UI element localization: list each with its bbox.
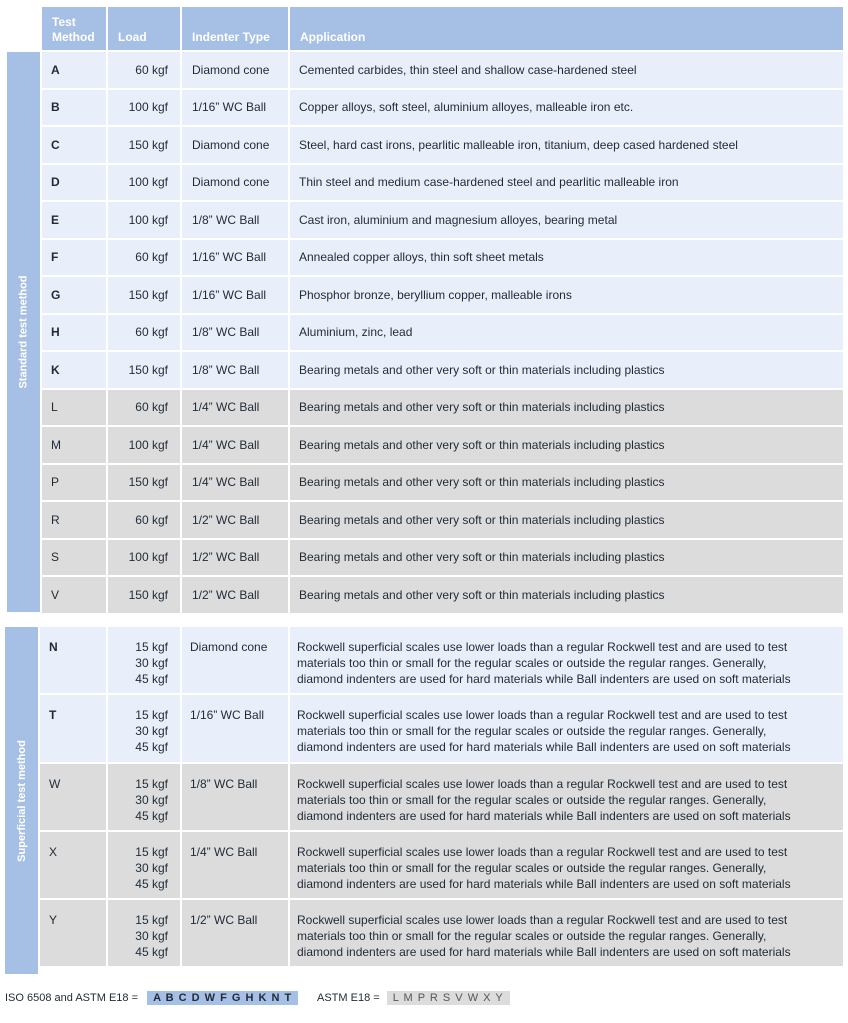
- superficial-cell-application: [290, 627, 843, 693]
- standard-cell-method: B: [42, 90, 106, 126]
- standard-cell-method: D: [42, 165, 106, 201]
- standard-cell-application: Phosphor bronze, beryllium copper, malleable irons: [290, 277, 843, 313]
- standard-cell-application: Thin steel and medium case-hardened steel and pearlitic malleable iron: [290, 165, 843, 201]
- standard-cell-method: K: [42, 352, 106, 388]
- superficial-load-line: 45 kgf: [135, 876, 168, 891]
- superficial-cell-load: [108, 627, 180, 693]
- standard-cell-method: C: [42, 127, 106, 163]
- superficial-cell-method: Y: [40, 900, 106, 966]
- standard-cell-load: 150 kgf: [108, 577, 180, 613]
- superficial-load-line: 45 kgf: [135, 672, 168, 686]
- superficial-application-line: Rockwell superficial scales use lower loads than a regular Rockwell test and are used to test: [297, 913, 788, 928]
- header-indenter-label: Indenter Type: [192, 30, 270, 44]
- superficial-cell-indenter: 1/2” WC Ball: [182, 900, 288, 966]
- superficial-cell-application: [290, 695, 843, 761]
- superficial-load-line: 30 kgf: [135, 792, 168, 807]
- superficial-load-line: 45 kgf: [135, 808, 168, 823]
- superficial-cell-load: [108, 900, 180, 966]
- superficial-cell-method: X: [40, 832, 106, 898]
- standard-cell-method: L: [42, 390, 106, 426]
- standard-cell-indenter: 1/16” WC Ball: [182, 277, 288, 313]
- standard-group-text: Standard test method: [17, 275, 30, 389]
- superficial-cell-indenter: 1/16” WC Ball: [182, 695, 288, 761]
- standard-cell-method: S: [42, 540, 106, 576]
- legend-iso-label: ISO 6508 and ASTM E18 =: [5, 992, 138, 1004]
- header-test-method: [42, 7, 106, 50]
- standard-cell-indenter: 1/8” WC Ball: [182, 315, 288, 351]
- standard-cell-indenter: 1/2” WC Ball: [182, 577, 288, 613]
- superficial-application-line: diamond indenters are used for hard materials while Ball indenters are used on soft materials: [297, 808, 791, 823]
- standard-cell-application: Steel, hard cast irons, pearlitic malleable iron, titanium, deep cased hardened steel: [290, 127, 843, 163]
- standard-cell-indenter: 1/2” WC Ball: [182, 502, 288, 538]
- standard-cell-indenter: Diamond cone: [182, 127, 288, 163]
- standard-cell-load: 60 kgf: [108, 52, 180, 88]
- standard-cell-load: 60 kgf: [108, 502, 180, 538]
- standard-cell-method: E: [42, 202, 106, 238]
- superficial-cell-application: [290, 764, 843, 830]
- standard-cell-indenter: 1/8” WC Ball: [182, 202, 288, 238]
- standard-cell-method: M: [42, 427, 106, 463]
- legend-iso: [5, 991, 298, 1005]
- standard-cell-indenter: 1/4” WC Ball: [182, 465, 288, 501]
- standard-cell-load: 100 kgf: [108, 427, 180, 463]
- standard-cell-load: 150 kgf: [108, 127, 180, 163]
- superficial-application-line: Rockwell superficial scales use lower loads than a regular Rockwell test and are used to test: [297, 708, 788, 723]
- standard-cell-load: 150 kgf: [108, 352, 180, 388]
- superficial-load-line: 15 kgf: [135, 844, 168, 859]
- standard-cell-application: Bearing metals and other very soft or thin materials including plastics: [290, 465, 843, 501]
- standard-cell-application: Bearing metals and other very soft or thin materials including plastics: [290, 352, 843, 388]
- superficial-load-line: 45 kgf: [135, 740, 168, 755]
- header-application: [290, 7, 843, 50]
- superficial-load-line: 30 kgf: [135, 656, 168, 670]
- superficial-load-line: 15 kgf: [135, 640, 168, 654]
- superficial-load-line: 30 kgf: [135, 929, 168, 944]
- standard-cell-method: R: [42, 502, 106, 538]
- superficial-cell-method: W: [40, 764, 106, 830]
- legend-astm-scales: L M P R S V W X Y: [387, 991, 510, 1005]
- standard-cell-load: 100 kgf: [108, 90, 180, 126]
- standard-cell-indenter: 1/4” WC Ball: [182, 427, 288, 463]
- superficial-cell-method: T: [40, 695, 106, 761]
- legend-astm: [317, 991, 510, 1005]
- header-application-label: Application: [300, 30, 366, 44]
- superficial-load-line: 45 kgf: [135, 945, 168, 960]
- superficial-application-line: Rockwell superficial scales use lower loads than a regular Rockwell test and are used to test: [297, 844, 788, 859]
- superficial-cell-indenter: Diamond cone: [182, 627, 288, 693]
- superficial-load-line: 15 kgf: [135, 776, 168, 791]
- standard-cell-indenter: 1/4” WC Ball: [182, 390, 288, 426]
- superficial-cell-load: [108, 832, 180, 898]
- standard-cell-method: G: [42, 277, 106, 313]
- superficial-group-label: [5, 627, 38, 974]
- superficial-group-text: Superficial test method: [15, 739, 28, 862]
- superficial-load-line: 15 kgf: [135, 708, 168, 723]
- standard-cell-load: 150 kgf: [108, 465, 180, 501]
- superficial-application-line: materials too thin or small for the regular scales or outside the regular ranges. Generally,: [297, 656, 767, 670]
- standard-cell-indenter: 1/16” WC Ball: [182, 240, 288, 276]
- legend-iso-scales: A B C D W F G H K N T: [147, 991, 298, 1005]
- superficial-cell-application: [290, 832, 843, 898]
- standard-cell-indenter: Diamond cone: [182, 52, 288, 88]
- superficial-load-line: 30 kgf: [135, 860, 168, 875]
- superficial-application-line: materials too thin or small for the regular scales or outside the regular ranges. Generally,: [297, 860, 767, 875]
- superficial-application-line: diamond indenters are used for hard materials while Ball indenters are used on soft materials: [297, 740, 791, 755]
- legend-astm-label: ASTM E18 =: [317, 992, 380, 1004]
- standard-cell-load: 100 kgf: [108, 540, 180, 576]
- standard-cell-application: Bearing metals and other very soft or thin materials including plastics: [290, 502, 843, 538]
- standard-cell-application: Cemented carbides, thin steel and shallow case-hardened steel: [290, 52, 843, 88]
- standard-cell-load: 100 kgf: [108, 202, 180, 238]
- superficial-cell-method: N: [40, 627, 106, 693]
- standard-cell-method: P: [42, 465, 106, 501]
- superficial-cell-indenter: 1/4” WC Ball: [182, 832, 288, 898]
- standard-cell-application: Bearing metals and other very soft or thin materials including plastics: [290, 577, 843, 613]
- header-test-method-label: Test Method: [52, 15, 95, 44]
- standard-cell-application: Annealed copper alloys, thin soft sheet metals: [290, 240, 843, 276]
- standard-cell-application: Bearing metals and other very soft or thin materials including plastics: [290, 427, 843, 463]
- standard-cell-application: Bearing metals and other very soft or thin materials including plastics: [290, 390, 843, 426]
- standard-cell-method: A: [42, 52, 106, 88]
- standard-cell-load: 150 kgf: [108, 277, 180, 313]
- standard-group-label: [7, 52, 40, 612]
- standard-cell-method: V: [42, 577, 106, 613]
- superficial-load-line: 30 kgf: [135, 724, 168, 739]
- superficial-cell-load: [108, 695, 180, 761]
- superficial-application-line: Rockwell superficial scales use lower loads than a regular Rockwell test and are used to test: [297, 640, 788, 654]
- standard-cell-indenter: 1/8” WC Ball: [182, 352, 288, 388]
- standard-cell-method: F: [42, 240, 106, 276]
- standard-cell-method: H: [42, 315, 106, 351]
- standard-cell-load: 100 kgf: [108, 165, 180, 201]
- standard-cell-load: 60 kgf: [108, 240, 180, 276]
- superficial-application-line: diamond indenters are used for hard materials while Ball indenters are used on soft materials: [297, 672, 791, 686]
- standard-cell-indenter: 1/2” WC Ball: [182, 540, 288, 576]
- standard-cell-application: Bearing metals and other very soft or thin materials including plastics: [290, 540, 843, 576]
- standard-cell-application: Aluminium, zinc, lead: [290, 315, 843, 351]
- standard-cell-application: Cast iron, aluminium and magnesium alloyes, bearing metal: [290, 202, 843, 238]
- superficial-cell-load: [108, 764, 180, 830]
- standard-cell-indenter: Diamond cone: [182, 165, 288, 201]
- superficial-application-line: materials too thin or small for the regular scales or outside the regular ranges. Generally,: [297, 724, 767, 739]
- standard-cell-indenter: 1/16” WC Ball: [182, 90, 288, 126]
- superficial-cell-application: [290, 900, 843, 966]
- superficial-load-line: 15 kgf: [135, 913, 168, 928]
- superficial-application-line: diamond indenters are used for hard materials while Ball indenters are used on soft materials: [297, 945, 791, 960]
- standard-cell-application: Copper alloys, soft steel, aluminium alloyes, malleable iron etc.: [290, 90, 843, 126]
- superficial-application-line: Rockwell superficial scales use lower loads than a regular Rockwell test and are used to test: [297, 776, 788, 791]
- header-load: [108, 7, 180, 50]
- superficial-cell-indenter: 1/8” WC Ball: [182, 764, 288, 830]
- superficial-application-line: diamond indenters are used for hard materials while Ball indenters are used on soft materials: [297, 876, 791, 891]
- header-indenter-type: [182, 7, 288, 50]
- standard-cell-load: 60 kgf: [108, 315, 180, 351]
- header-load-label: Load: [118, 30, 147, 44]
- superficial-application-line: materials too thin or small for the regular scales or outside the regular ranges. Generally,: [297, 792, 767, 807]
- standard-cell-load: 60 kgf: [108, 390, 180, 426]
- superficial-application-line: materials too thin or small for the regular scales or outside the regular ranges. Generally,: [297, 929, 767, 944]
